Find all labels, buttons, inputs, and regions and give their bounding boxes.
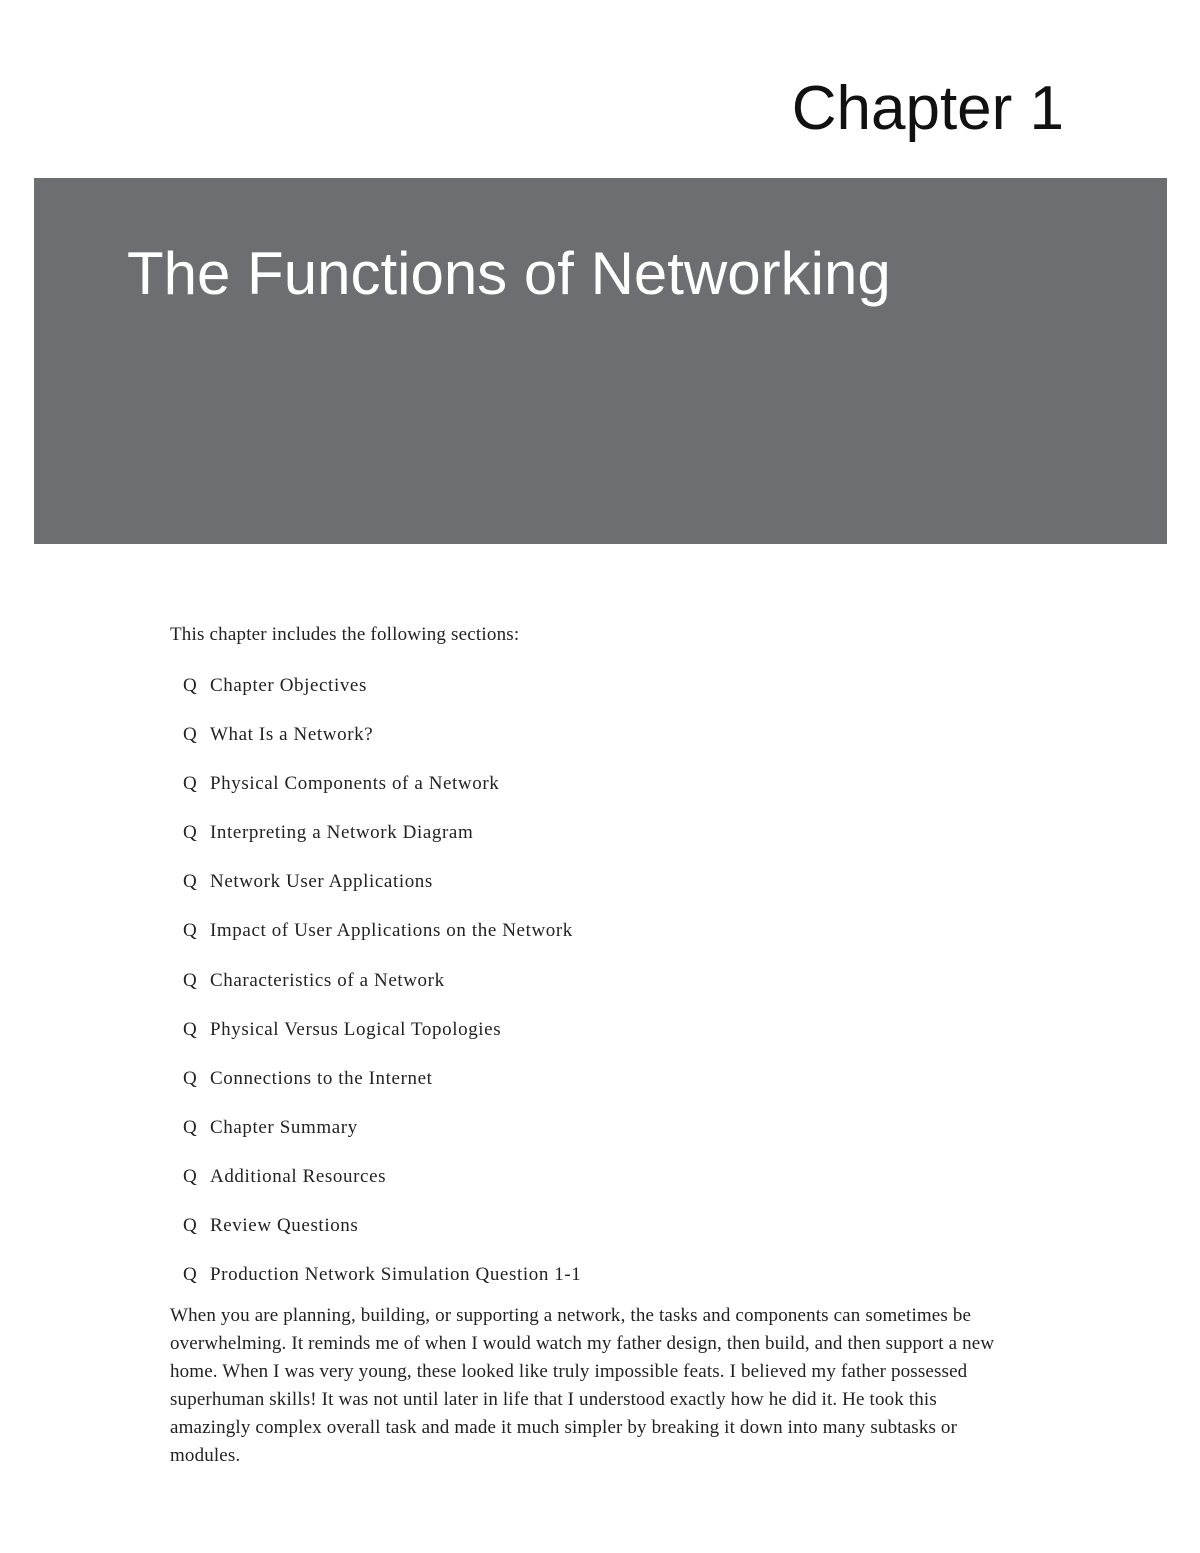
- list-item: [183, 771, 581, 820]
- list-item: [183, 1017, 581, 1066]
- bullet-icon: Q: [183, 822, 198, 844]
- section-label: Physical Components of a Network: [210, 773, 500, 795]
- list-item: [183, 1066, 581, 1115]
- section-label: Additional Resources: [210, 1165, 387, 1187]
- section-label: Connections to the Internet: [210, 1067, 433, 1089]
- section-list: [183, 673, 581, 1311]
- section-label: Network User Applications: [210, 871, 433, 893]
- bullet-icon: Q: [183, 920, 198, 942]
- bullet-icon: Q: [183, 724, 198, 746]
- chapter-label: Chapter 1: [791, 74, 1064, 143]
- list-item: [183, 820, 581, 869]
- section-label: What Is a Network?: [210, 724, 374, 746]
- section-label: Impact of User Applications on the Network: [210, 920, 573, 942]
- list-item: [183, 722, 581, 771]
- bullet-icon: Q: [183, 969, 198, 991]
- sections-intro: This chapter includes the following sections:: [170, 624, 520, 645]
- list-item: [183, 918, 581, 967]
- bullet-icon: Q: [183, 1264, 198, 1286]
- bullet-icon: Q: [183, 1018, 198, 1040]
- section-label: Production Network Simulation Question 1-1: [210, 1264, 582, 1286]
- list-item: [183, 1213, 581, 1262]
- list-item: [183, 1164, 581, 1213]
- title-banner: [34, 178, 1167, 544]
- list-item: [183, 1115, 581, 1164]
- list-item: [183, 968, 581, 1017]
- section-label: Chapter Objectives: [210, 675, 367, 696]
- bullet-icon: Q: [183, 1165, 198, 1187]
- section-label: Characteristics of a Network: [210, 969, 445, 991]
- list-item: [183, 673, 581, 722]
- bullet-icon: Q: [183, 675, 198, 696]
- bullet-icon: Q: [183, 871, 198, 893]
- section-label: Review Questions: [210, 1215, 359, 1237]
- bullet-icon: Q: [183, 773, 198, 795]
- section-label: Interpreting a Network Diagram: [210, 822, 474, 844]
- body-paragraph: When you are planning, building, or supporting a network, the tasks and components can sometimes be overwhelming. It reminds me of when I would watch my father design, then build, and then support a new home. When I was very young, these looked like truly impossible feats. I believed my father possessed superhuman skills! It was not until later in life that I understood exactly how he did it. He took this amazingly complex overall task and made it much simpler by breaking it down into many subtasks or modules.: [170, 1305, 995, 1466]
- bullet-icon: Q: [183, 1067, 198, 1089]
- section-label: Chapter Summary: [210, 1116, 358, 1138]
- chapter-title: The Functions of Networking: [127, 240, 891, 307]
- bullet-icon: Q: [183, 1215, 198, 1237]
- list-item: [183, 869, 581, 918]
- bullet-icon: Q: [183, 1116, 198, 1138]
- section-label: Physical Versus Logical Topologies: [210, 1018, 502, 1040]
